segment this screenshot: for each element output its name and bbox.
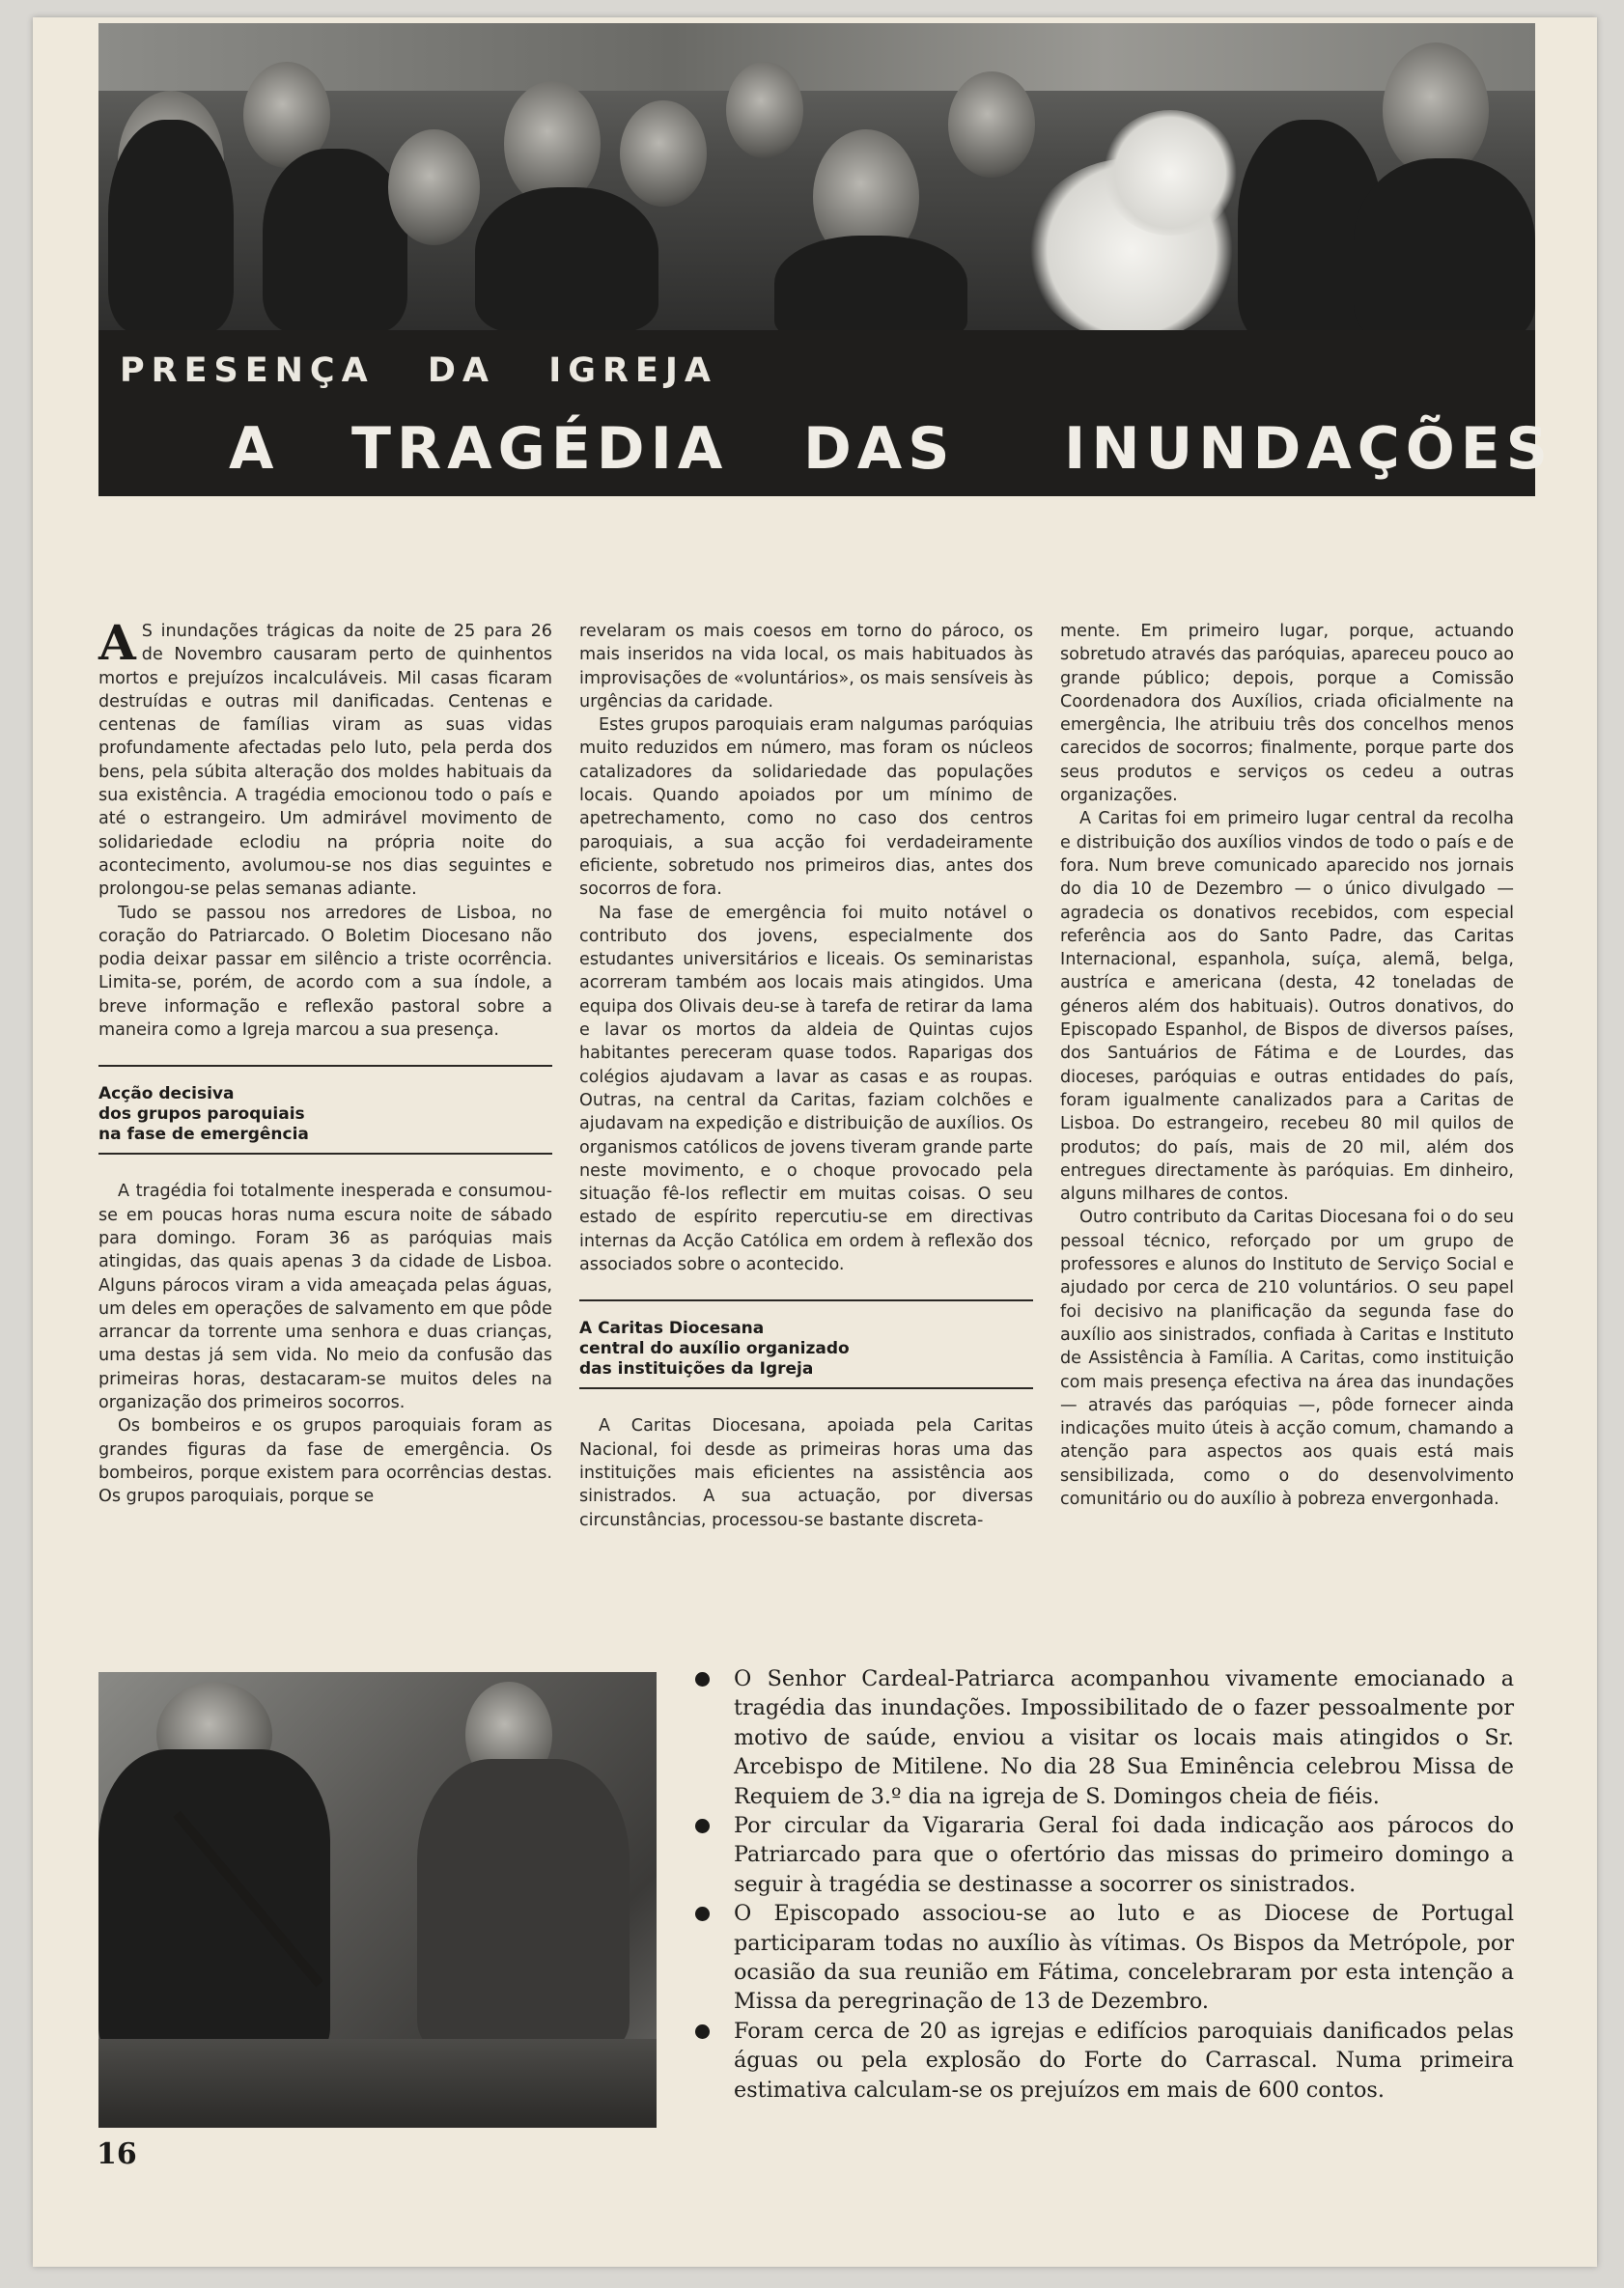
headline-word-2: TRAGÉDIA: [351, 415, 729, 483]
drop-cap: A: [98, 614, 136, 671]
headline-word-1: A: [229, 415, 280, 483]
paragraph: Outro contributo da Caritas Diocesana foi o do seu pessoal técnico, reforçado por um grupo de professores e alunos do Instituto de Serviço Social e ajudado por cerca de 210 voluntários. O seu papel foi decisivo na planificação da segunda fase do auxílio aos sinistrados, confiada à Caritas e Instituto de Assistência à Família. A Caritas, como instituição com mais presença efectiva na área das inundações — através das paróquias —, pôde fornecer ainda indicações muito úteis à acção comum, chamando a atenção para aspectos aos quais está mais sensibilizada, como o do desenvolvimento comunitário ou do auxílio à pobreza envergonhada.: [1060, 1208, 1514, 1509]
section-kicker: PRESENÇA DA IGREJA: [120, 351, 717, 390]
paragraph: Estes grupos paroquiais eram nalgumas paróquias muito reduzidos em número, mas foram os núcleos catalizadores da solidariedade das populações locais. Quando apoiados por um mínimo de apetrechamento, como no caso dos centros paroquiais, a sua acção foi verdadeiramente eficiente, sobretudo nos primeiros dias, antes dos socorros de fora.: [579, 715, 1033, 900]
headline-word-4: INUNDAÇÕES: [1064, 415, 1554, 483]
note-item: Por circular da Vigararia Geral foi dada indicação aos párocos do Patriarcado para que o ofertório das missas do primeiro domingo a seguir à tragédia se destinasse a socorrer os sinistrados.: [695, 1811, 1514, 1899]
paragraph: A tragédia foi totalmente inesperada e consumou-se em poucas horas numa escura noite de sábado para domingo. Foram 36 as paróquias mais atingidas, das quais apenas 3 da cidade de Lisboa. Alguns párocos viram a vida ameaçada pelas águas, um deles em operações de salvamento em que pôde arrancar da torrente uma senhora e duas crianças, uma destas já sem vida. No meio da confusão das primeiras horas, destacaram-se muitos deles na organização dos primeiros socorros.: [98, 1182, 552, 1413]
digging-photo: [98, 1672, 657, 2128]
article-column-2: [579, 620, 1033, 1532]
article-column-3: [1060, 620, 1514, 1511]
notes-list: [695, 1664, 1514, 2105]
note-item: O Episcopado associou-se ao luto e as Diocese de Portugal participaram todas no auxílio às vítimas. Os Bispos da Metrópole, por ocasião da sua reunião em Fátima, concelebraram por esta intenção a Missa da peregrinação de 13 de Dezembro.: [695, 1899, 1514, 2017]
magazine-page: [33, 17, 1597, 2267]
note-item: O Senhor Cardeal-Patriarca acompanhou vivamente emocianado a tragédia das inundações. Impossibilitado de o fazer pessoalmente por motivo de saúde, enviou a visitar os locais mais atingidos o Sr. Arcebispo de Mitilene. No dia 28 Sua Eminência celebrou Missa de Requiem de 3.º dia na igreja de S. Domingos cheia de fiéis.: [695, 1664, 1514, 1811]
paragraph: mente. Em primeiro lugar, porque, actuando sobretudo através das paróquias, apareceu pouco ao grande público; depois, porque a Comissão Coordenadora dos Auxílios, criada oficialmente na emergência, lhe atribuiu três dos concelhos menos carecidos de socorros; finalmente, porque parte dos seus produtos e serviços os cedeu a outras organizações.: [1060, 622, 1514, 806]
bullet-icon: [695, 1672, 710, 1687]
bullet-icon: [695, 2024, 710, 2039]
paragraph: Tudo se passou nos arredores de Lisboa, no coração do Patriarcado. O Boletim Diocesano não podia deixar passar em silêncio a triste ocorrência. Limita-se, porém, de acordo com a sua índole, a breve informação e reflexão pastoral sobre a maneira como a Igreja marcou a sua presença.: [98, 903, 552, 1041]
paragraph: Os bombeiros e os grupos paroquiais foram as grandes figuras da fase de emergência. Os bombeiros, porque existem para ocorrências destas. Os grupos paroquiais, porque se: [98, 1416, 552, 1507]
bullet-icon: [695, 1819, 710, 1833]
page-number: 16: [97, 2137, 137, 2171]
note-item: Foram cerca de 20 as igrejas e edifícios paroquiais danificados pelas águas ou pela explosão do Forte do Carrascal. Numa primeira estimativa calculam-se os prejuízos em mais de 600 contos.: [695, 2017, 1514, 2105]
paragraph: A Caritas foi em primeiro lugar central da recolha e distribuição dos auxílios vindos de todo o país e de fora. Num breve comunicado aparecido nos jornais do dia 10 de Dezembro — o único divulgado — agradecia os donativos recebidos, com especial referência aos do Santo Padre, das Caritas Internacional, espanhola, suíça, alemã, belga, austríca e americana (desta, 42 toneladas de géneros além dos habituais). Outros donativos, do Episcopado Espanhol, de Bispos de diversos países, dos Santuários de Fátima e de Lourdes, das dioceses, paróquias e outras entidades do país, foram igualmente canalizados para a Caritas de Lisboa. Do estrangeiro, recebeu 80 mil quilos de produtos; do país, mais de 20 mil, além dos entregues directamente às paróquias. Em dinheiro, alguns milhares de contos.: [1060, 809, 1514, 1205]
subheading-caritas: A Caritas Diocesana central do auxílio organizado das instituições da Igreja: [579, 1299, 1033, 1389]
paragraph: Na fase de emergência foi muito notável o contributo dos jovens, especialmente dos estudantes universitários e liceais. Os seminaristas acorreram também aos locais mais atingidos. Uma equipa dos Olivais deu-se à tarefa de retirar da lama e lavar os mortos da aldeia de Quintas cujos habitantes pereceram quase todos. Raparigas dos colégios ajudavam a lavar as casas e as roupas. Outras, na central da Caritas, faziam colchões e ajudavam na expedição e distribuição de auxílios. Os organismos católicos de jovens tiveram grande parte neste movimento, e o choque provocado pela situação fê-los reflectir em muitas coisas. O seu estado de espírito repercutiu-se em directivas internas da Acção Católica em ordem à reflexão dos associados sobre o acontecido.: [579, 903, 1033, 1275]
paragraph: revelaram os mais coesos em torno do pároco, os mais inseridos na vida local, os mais habituados às improvisações de «voluntários», os mais sensíveis às urgências da caridade.: [579, 622, 1033, 712]
headline-word-3: DAS: [803, 415, 956, 483]
bullet-icon: [695, 1907, 710, 1921]
paragraph: A Caritas Diocesana, apoiada pela Caritas Nacional, foi desde as primeiras horas uma das instituições mais eficientes na assistência aos sinistrados. A sua actuação, por diversas circunstâncias, processou-se bastante discreta-: [579, 1416, 1033, 1530]
article-column-1: [98, 614, 552, 1509]
headline: [98, 415, 1554, 492]
subheading-emergencia: Acção decisiva dos grupos paroquiais na fase de emergência: [98, 1065, 552, 1155]
title-band: [98, 330, 1554, 496]
mourners-photo: [98, 23, 1535, 330]
lead-paragraph: A S inundações trágicas da noite de 25 para 26 de Novembro causaram perto de quinhentos mortos e prejuízos incalculáveis. Mil casas ficaram destruídas e outras mil danificadas. Centenas e centenas de famílias viram as suas vidas profundamente afectadas pelo luto, pela perda dos bens, pela súbita alteração dos moldes habituais da sua existência. A tragédia emocionou todo o país e até o estrangeiro. Um admirável movimento de solidariedade eclodiu na própria noite do acontecimento, avolumou-se nos dias seguintes e prolongou-se pelas semanas adiante.: [98, 614, 552, 900]
